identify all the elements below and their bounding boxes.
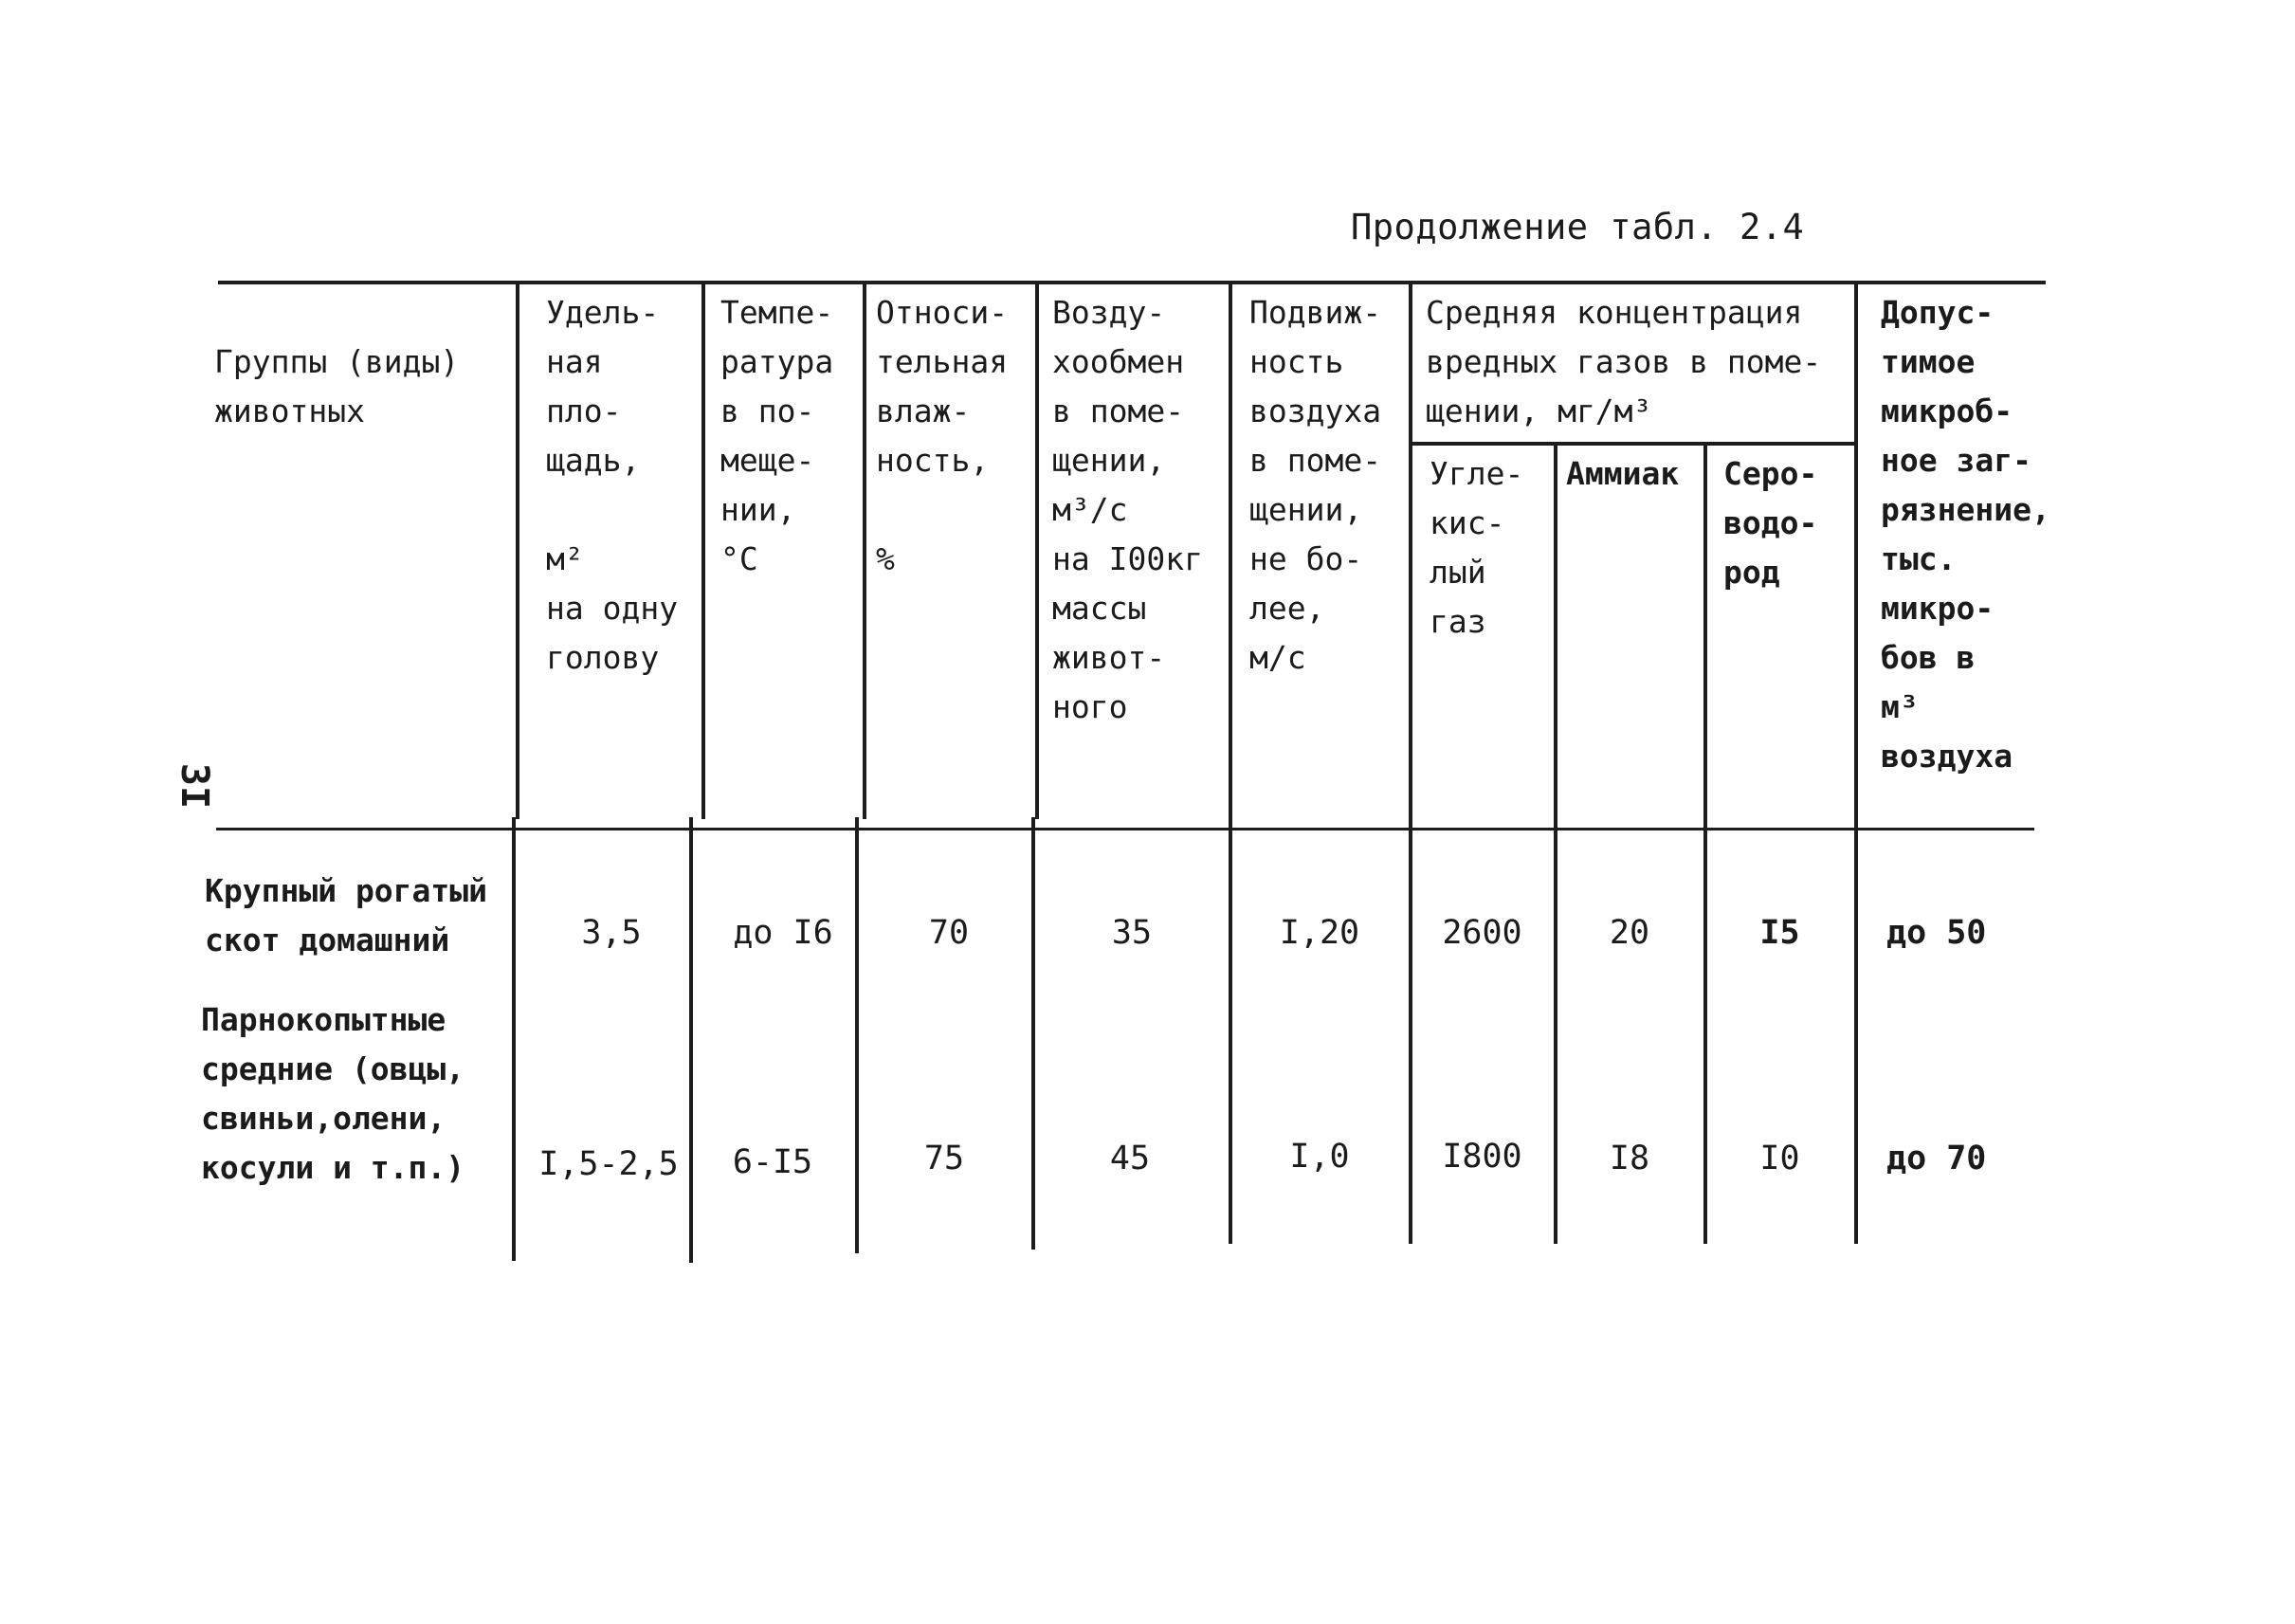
column-divider-4 xyxy=(1035,281,1039,819)
column-divider-7 xyxy=(1554,442,1557,1244)
column-divider-4-lower xyxy=(1031,817,1035,1250)
header-air-velocity: Подвиж- ность воздуха в поме- щении, не бо- лее, м/с xyxy=(1249,294,1382,676)
column-divider-2 xyxy=(701,281,705,819)
row-1-temperature: до I6 xyxy=(733,914,833,952)
row-2-hydrogen-sulfide: I0 xyxy=(1759,1140,1800,1177)
row-2-group: Парнокопытные средние (овцы, свиньи,олени, косули и т.п.) xyxy=(201,1001,465,1186)
row-2-carbon-dioxide: I800 xyxy=(1442,1138,1522,1176)
column-divider-1 xyxy=(516,281,519,819)
column-divider-1-lower xyxy=(512,817,516,1261)
row-2-humidity: 75 xyxy=(923,1140,965,1177)
header-carbon-dioxide: Угле- кис- лый газ xyxy=(1430,455,1524,640)
row-2-air-exchange: 45 xyxy=(1109,1140,1151,1177)
column-divider-5 xyxy=(1229,281,1232,1244)
column-divider-2-lower xyxy=(689,817,693,1263)
row-1-area: 3,5 xyxy=(581,914,642,952)
header-temperature: Темпе- ратура в по- меще- нии, °C xyxy=(720,294,834,577)
header-gas-concentration: Средняя концентрация вредных газов в поме- щении, мг/м³ xyxy=(1426,294,1822,429)
row-2-temperature: 6-I5 xyxy=(732,1143,813,1181)
row-2-air-velocity: I,0 xyxy=(1289,1138,1350,1176)
row-2-area: I,5-2,5 xyxy=(538,1145,679,1183)
row-1-hydrogen-sulfide: I5 xyxy=(1759,914,1800,952)
column-divider-8 xyxy=(1703,442,1707,1244)
row-2-microbes: до 70 xyxy=(1886,1140,1987,1177)
column-divider-3 xyxy=(863,281,866,819)
gases-subheader-rule xyxy=(1411,442,1858,446)
row-1-microbes: до 50 xyxy=(1886,914,1987,952)
table-top-rule xyxy=(218,281,2046,284)
header-air-exchange: Возду- хообмен в поме- щении, м³/с на I00кг массы живот- ного xyxy=(1052,294,1203,725)
row-1-carbon-dioxide: 2600 xyxy=(1442,914,1522,952)
row-2-ammonia: I8 xyxy=(1609,1140,1650,1177)
page-number: 3I xyxy=(173,762,216,810)
header-specific-area: Удель- ная пло- щадь, м² на одну голову xyxy=(546,294,679,676)
table-caption: Продолжение табл. 2.4 xyxy=(1351,207,1805,247)
row-1-ammonia: 20 xyxy=(1609,914,1650,952)
header-animal-groups: Группы (виды) животных xyxy=(214,343,460,429)
row-1-air-exchange: 35 xyxy=(1111,914,1153,952)
header-ammonia: Аммиак xyxy=(1566,455,1680,492)
row-1-group: Крупный рогатый скот домашний xyxy=(205,872,488,958)
row-1-air-velocity: I,20 xyxy=(1279,914,1360,952)
column-divider-6 xyxy=(1409,281,1412,1244)
header-hydrogen-sulfide: Серо- водо- род xyxy=(1723,455,1818,591)
header-bottom-rule xyxy=(216,828,2034,830)
row-1-humidity: 70 xyxy=(928,914,970,952)
column-divider-3-lower xyxy=(855,817,859,1253)
column-divider-9 xyxy=(1854,281,1858,1244)
header-microbial-contamination: Допус- тимое микроб- ное заг- рязнение, тыс. микро- бов в м³ воздуха xyxy=(1881,294,2050,775)
header-relative-humidity: Относи- тельная влаж- ность, % xyxy=(876,294,1009,577)
